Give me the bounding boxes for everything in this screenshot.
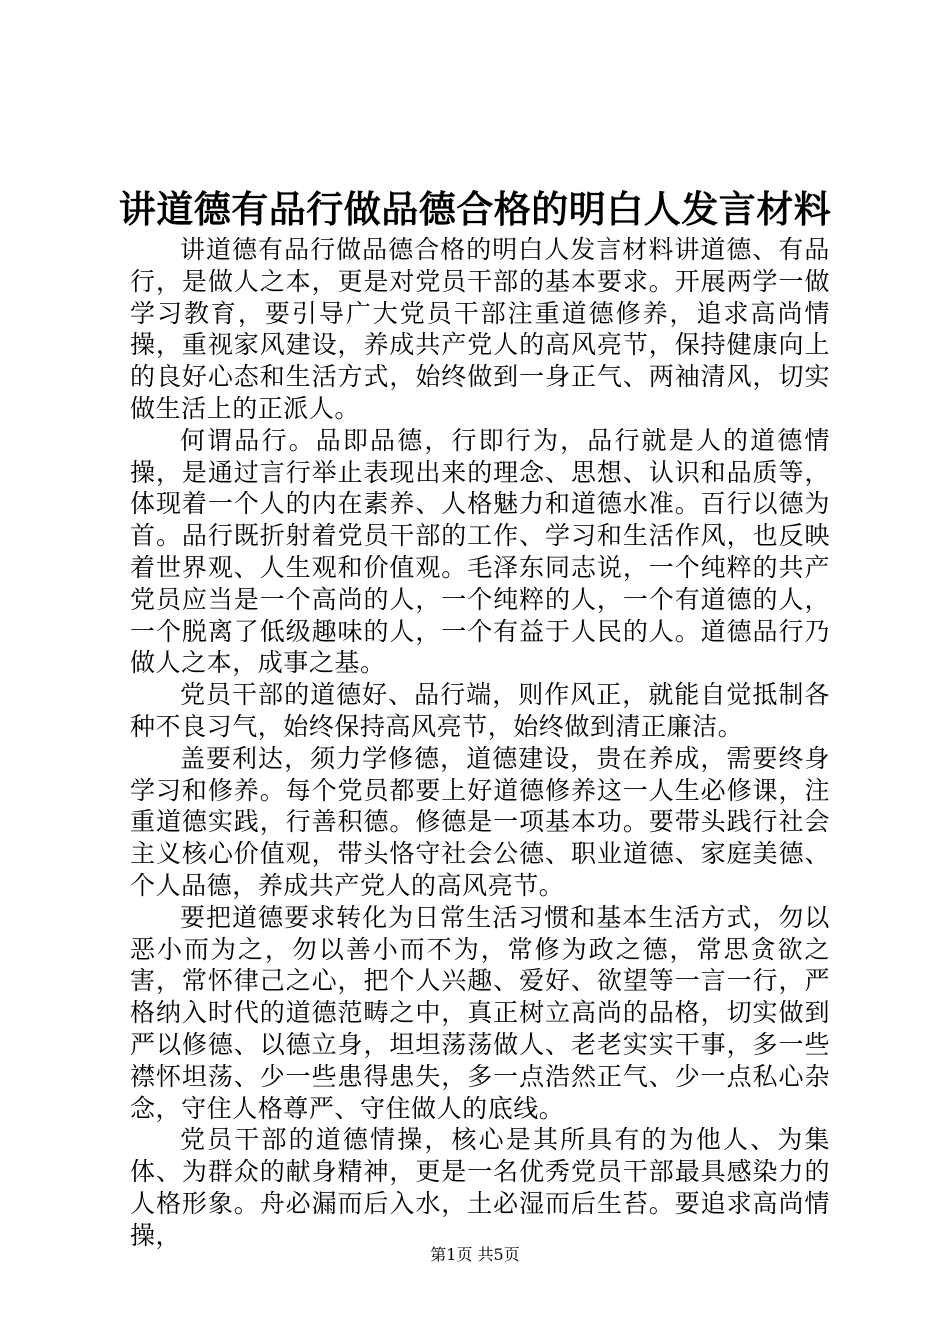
document-title: 讲道德有品行做品德合格的明白人发言材料 — [118, 187, 832, 231]
paragraph-6: 党员干部的道德情操，核心是其所具有的为他人、为集体、为群众的献身精神，更是一名优秀党员干部最具感染力的人格形象。舟必漏而后入水，土必湿而后生苔。要追求高尚情操， — [130, 1125, 830, 1250]
paragraph-3: 党员干部的道德好、品行端，则作风正，就能自觉抵制各种不良习气，始终保持高风亮节，始终做到清正廉洁。 — [130, 680, 830, 741]
document-body — [130, 234, 830, 1252]
paragraph-2: 何谓品行。品即品德，行即行为，品行就是人的道德情操，是通过言行举止表现出来的理念、思想、认识和品质等，体现着一个人的内在素养、人格魅力和道德水准。百行以德为首。品行既折射着党员干部的工作、学习和生活作风，也反映着世界观、人生观和价值观。毛泽东同志说，一个纯粹的共产党员应当是一个高尚的人，一个纯粹的人，一个有道德的人，一个脱离了低级趣味的人，一个有益于人民的人。道德品行乃做人之本，成事之基。 — [130, 425, 830, 678]
paragraph-4: 盖要利达，须力学修德，道德建设，贵在养成，需要终身学习和修养。每个党员都要上好道德修养这一人生必修课，注重道德实践，行善积德。修德是一项基本功。要带头践行社会主义核心价值观，带头恪守社会公德、职业道德、家庭美德、个人品德，养成共产党人的高风亮节。 — [130, 743, 830, 900]
paragraph-1: 讲道德有品行做品德合格的明白人发言材料讲道德、有品行，是做人之本，更是对党员干部的基本要求。开展两学一做学习教育，要引导广大党员干部注重道德修养，追求高尚情操，重视家风建设，养成共产党人的高风亮节，保持健康向上的良好心态和生活方式，始终做到一身正气、两袖清风，切实做生活上的正派人。 — [130, 235, 830, 423]
paragraph-5: 要把道德要求转化为日常生活习惯和基本生活方式，勿以恶小而为之，勿以善小而不为，常修为政之德，常思贪欲之害，常怀律己之心，把个人兴趣、爱好、欲望等一言一行，严格纳入时代的道德范畴之中，真正树立高尚的品格，切实做到严以修德、以德立身，坦坦荡荡做人、老老实实干事，多一些襟怀坦荡、少一些患得患失，多一点浩然正气、少一点私心杂念，守住人格尊严、守住做人的底线。 — [130, 902, 830, 1123]
page-number-footer: 第1页 共5页 — [430, 1245, 520, 1264]
